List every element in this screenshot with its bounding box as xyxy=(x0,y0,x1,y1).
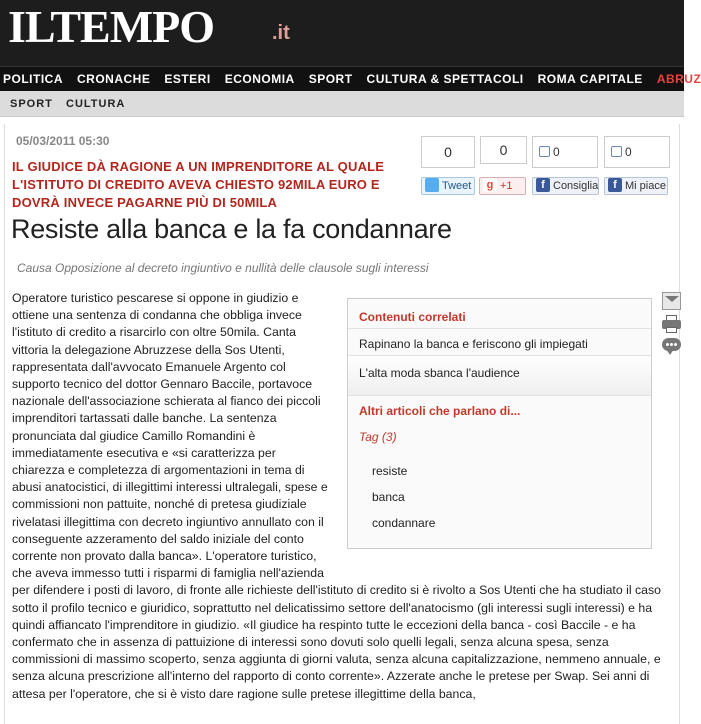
google-plusone-button[interactable] xyxy=(479,177,526,195)
article-headline: Resiste alla banca e la fa condannare xyxy=(11,214,452,244)
related-content-box xyxy=(347,298,652,549)
twitter-bird-icon xyxy=(425,178,439,192)
masthead xyxy=(0,0,684,66)
comment-dot xyxy=(670,343,673,346)
divider xyxy=(348,395,651,396)
mail-icon[interactable] xyxy=(662,292,681,310)
tweet-label: Tweet xyxy=(442,180,472,192)
like-count-2: 0 xyxy=(625,145,632,159)
nav-item-esteri[interactable]: ESTERI xyxy=(164,72,211,86)
nav-item-roma-capitale[interactable]: ROMA CAPITALE xyxy=(537,72,643,86)
related-link[interactable]: L'alta moda sbanca l'audience xyxy=(359,366,520,380)
site-logo-suffix: .it xyxy=(272,22,290,44)
nav-item-economia[interactable]: ECONOMIA xyxy=(224,72,295,86)
article-kicker: IL GIUDICE DÀ RAGIONE A UN IMPRENDITORE AL QUALE L'ISTITUTO DI CREDITO AVEVA CHIESTO 92MILA EURO E DOVRÀ INVECE PAGARNE PIÙ DI 50MILA xyxy=(12,159,385,210)
plusone-label: +1 xyxy=(500,180,513,192)
other-articles-title: Altri articoli che parlano di... xyxy=(359,404,521,418)
site-logo[interactable]: ILTEMPO xyxy=(8,1,215,52)
nav-item-abruzzo[interactable]: ABRUZ xyxy=(656,72,701,86)
thumbs-up-icon xyxy=(611,146,622,157)
nav-item-sport[interactable]: SPORT xyxy=(308,72,353,86)
tweet-button[interactable] xyxy=(421,177,475,195)
facebook-like-button[interactable] xyxy=(604,177,668,195)
nav-item-cultura-spettacoli[interactable]: CULTURA & SPETTACOLI xyxy=(366,72,524,86)
thumbs-up-icon xyxy=(539,146,550,157)
facebook-icon: f xyxy=(608,178,622,192)
consiglia-label: Consiglia xyxy=(553,180,599,192)
like-count-1: 0 xyxy=(553,145,560,159)
article-body-text: Operatore turistico pescarese si oppone in giudizio e ottiene una sentenza di condanna che obbliga invece l'istituto di credito a risarcirlo con oltre 50mila. Canta vittoria la delegazione Abruzzese della Sos Utenti, rappresentata dall'avvocato Emanuele Argento col supporto tecnico del dottor Gennaro Baccile, portavoce nazionale dell'associazione schierata al fianco dei piccoli imprenditori tartassati dalle banche. La sentenza pronunciata dal giudice Camillo Romandini è immediatamente esecutiva e «si caratterizza per chiarezza e completezza di argomentazioni in tema di abusi anatocistici, di illegittimi interessi ultralegali, spese e commissioni non pattuite, nonché di pretesa giudiziale rivelatasi illegittima con decreto ingiuntivo annullato con il conseguente azzeramento del saldo iniziale del conto corrente non provato dalla banca». L'operatore turistico, che aveva immesso tutti i risparmi di famiglia nell'azienda per difendere i posti di lavoro, di fronte alle richieste dell'istituto di credito si è rivolto a Sos Utenti che ha studiato il caso sotto il profilo tecnico e giuridico, soprattutto nel delicatissimo settore dell'anatocismo (gli interessi sugli interessi) e ha quindi affiancato l'imprenditore in giudizio. «Il giudice ha respinto tutte le eccezioni della banca - così Baccile - e ha confermato che in assenza di pattuizione di interessi sono dovuti solo quelli legali, senza alcuna spesa, senza commissioni di massimo scoperto, senza aggiunta di giorni valuta, senza alcuna capitalizzazione, nemmeno annuale, e senza alcuna prescrizione all'interno del rapporto di conto corrente». Azzerate anche le pretese per Swap. Sei anni di attesa per l'operatore, che si è visto dare ragione sulle pretese illegittime della banca, xyxy=(12,291,661,701)
comment-tail xyxy=(666,349,674,355)
tag-link[interactable]: banca xyxy=(372,490,405,504)
plusone-counter: 0 xyxy=(480,136,527,164)
comment-dot xyxy=(674,343,677,346)
article-subtitle: Causa Opposizione al decreto ingiuntivo e nullità delle clausole sugli interessi xyxy=(17,261,429,275)
comment-dot xyxy=(666,343,669,346)
subnav-item-sport[interactable]: SPORT xyxy=(10,98,53,110)
tag-count-label[interactable]: Tag (3) xyxy=(359,430,397,444)
related-link[interactable]: Rapinano la banca e feriscono gli impiegati xyxy=(359,337,588,351)
share-counter: 0 xyxy=(421,136,475,168)
main-navigation xyxy=(0,66,701,91)
facebook-icon: f xyxy=(536,178,550,192)
tag-link[interactable]: condannare xyxy=(372,516,436,530)
print-icon[interactable] xyxy=(662,315,681,333)
tag-link[interactable]: resiste xyxy=(372,464,408,478)
mipiace-label: Mi piace xyxy=(625,180,666,192)
like-count-box-2 xyxy=(604,136,670,168)
google-icon: g xyxy=(483,178,497,192)
related-title: Contenuti correlati xyxy=(359,310,466,324)
nav-item-politica[interactable]: POLITICA xyxy=(3,72,63,86)
sub-navigation xyxy=(0,91,684,117)
facebook-recommend-button[interactable] xyxy=(532,177,599,195)
like-count-box-1 xyxy=(532,136,598,168)
print-paper-bottom xyxy=(666,327,677,333)
divider xyxy=(348,328,651,329)
comment-icon[interactable] xyxy=(662,337,681,355)
divider xyxy=(348,355,651,356)
subnav-item-cultura[interactable]: CULTURA xyxy=(66,98,126,110)
nav-item-cronache[interactable]: CRONACHE xyxy=(77,72,151,86)
article-date: 05/03/2011 05:30 xyxy=(16,134,110,148)
